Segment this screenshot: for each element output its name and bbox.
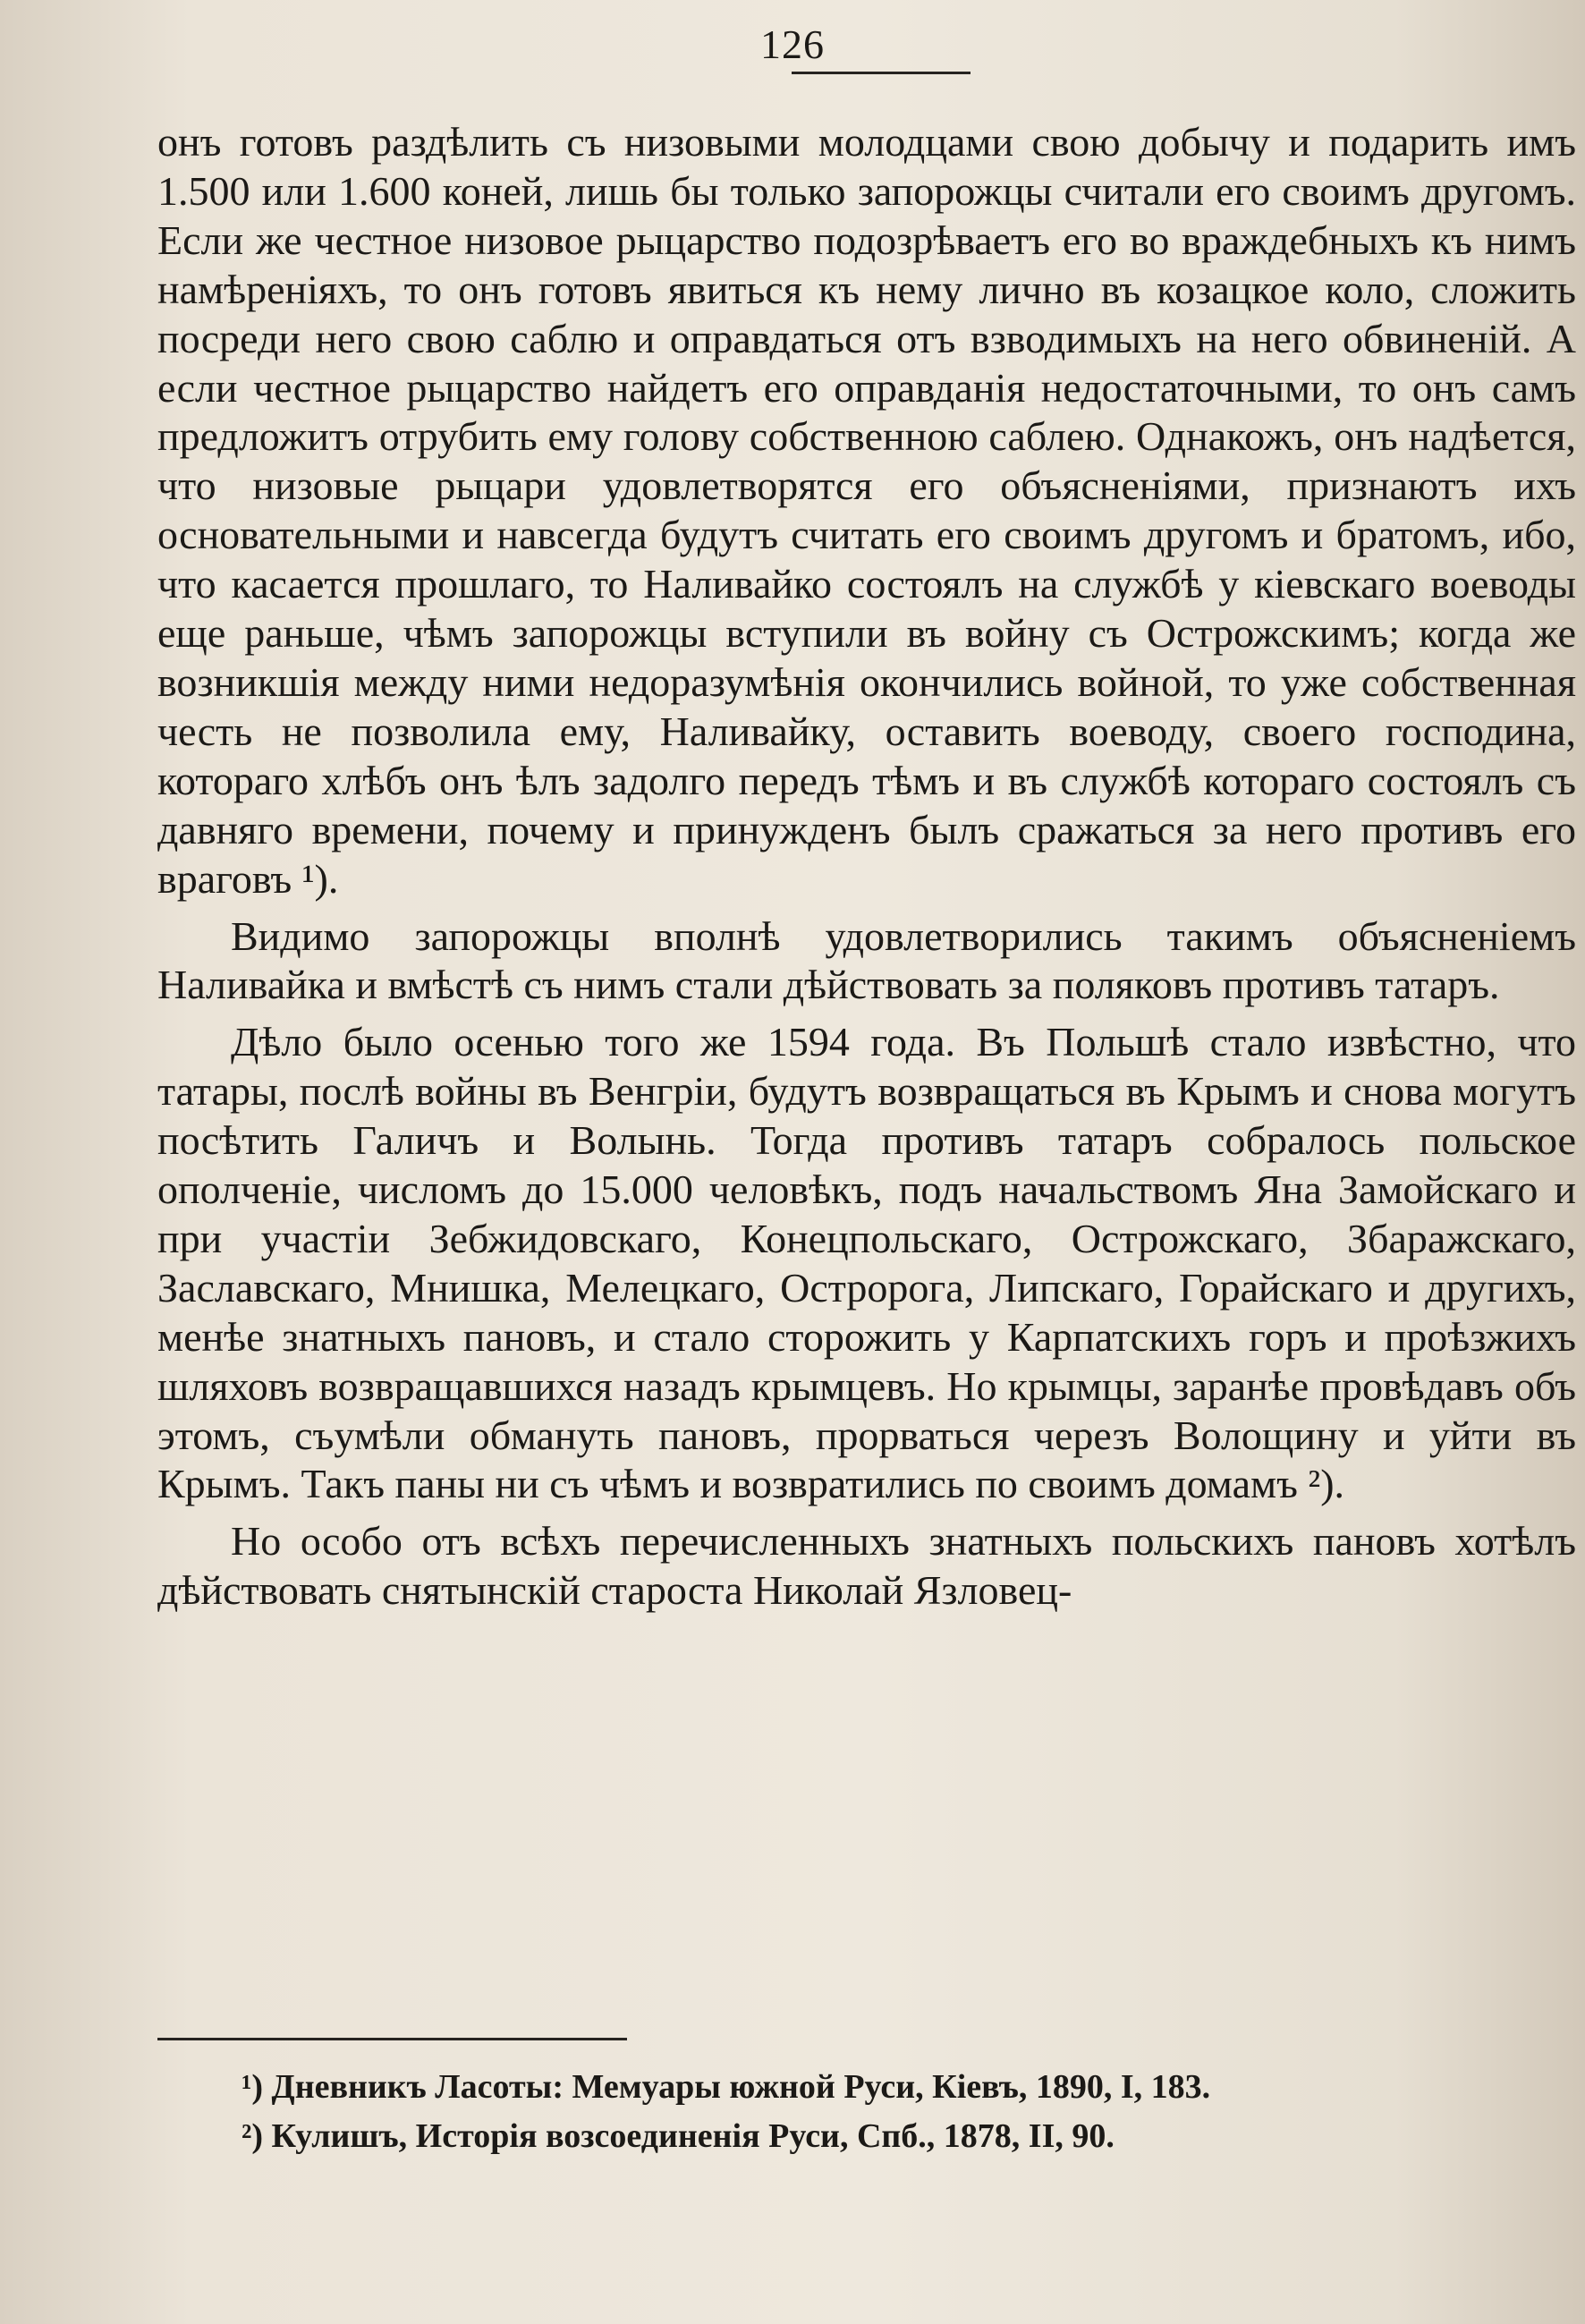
paragraph-1: онъ готовъ раздѣлить съ низовыми молодцами свою добычу и подарить имъ 1.500 или 1.600 коней, лишь бы только запорожцы считали его своимъ другомъ. Если же честное низовое рыцарство подозрѣваетъ его во враждебныхъ къ нимъ намѣреніяхъ, то онъ готовъ явиться къ нему лично въ козацкое коло, сложить посреди него свою саблю и оправдаться отъ взводимыхъ на него обвиненій. А если честное рыцарство найдетъ его оправданія недостаточными, то онъ самъ предложитъ отрубить ему голову собственною саблею. Однакожъ, онъ надѣется, что низовые рыцари удовлетворятся его объясненіями, признаютъ ихъ основательными и навсегда будутъ считать его своимъ другомъ и братомъ, ибо, что касается прошлаго, то Наливайко состоялъ на службѣ у кіевскаго воеводы еще раньше, чѣмъ запорожцы вступили въ войну съ Острожскимъ; когда же возникшія между ними недоразумѣнія окончились войной, то уже собственная честь не позволила ему, Наливайку, оставить воеводу, своего господина, котораго хлѣбъ онъ ѣлъ задолго передъ тѣмъ и въ службѣ котораго состоялъ съ давняго времени, почему и принужденъ былъ сражаться за него противъ его враговъ ¹). (157, 119, 1576, 902)
paragraph-4: Но особо отъ всѣхъ перечисленныхъ знатныхъ польскихъ пановъ хотѣлъ дѣйствовать снятынскій староста Николай Язловец- (157, 1518, 1576, 1614)
footnote-2: ²) Кулишъ, Исторія возсоединенія Руси, Спб., 1878, II, 90. (242, 2117, 1115, 2155)
paragraph-2: Видимо запорожцы вполнѣ удовлетворились такимъ объясненіемъ Наливайка и вмѣстѣ съ нимъ стали дѣйствовать за поляковъ противъ татаръ. (157, 912, 1576, 1008)
footnotes (242, 2063, 1512, 2161)
body-text (157, 118, 1576, 1616)
footnote-separator (157, 2038, 627, 2040)
page-number: 126 (760, 21, 825, 67)
page-number-rule (792, 72, 970, 74)
footnote-1: ¹) Дневникъ Ласоты: Мемуары южной Руси, Кіевъ, 1890, I, 183. (242, 2068, 1211, 2106)
paragraph-3: Дѣло было осенью того же 1594 года. Въ Польшѣ стало извѣстно, что татары, послѣ войны въ Венгріи, будутъ возвращаться въ Крымъ и снова могутъ посѣтить Галичъ и Волынь. Тогда противъ татаръ собралось польское ополченіе, числомъ до 15.000 человѣкъ, подъ начальствомъ Яна Замойскаго и при участіи Зебжидовскаго, Конецпольскаго, Острожскаго, Збаражскаго, Заславскаго, Мнишка, Мелецкаго, Остророга, Липскаго, Горайскаго и другихъ, менѣе знатныхъ пановъ, и стало сторожить у Карпатскихъ горъ и проѣзжихъ шляховъ возвращавшихся назадъ крымцевъ. Но крымцы, заранѣе провѣдавъ объ этомъ, съумѣли обмануть пановъ, прорваться черезъ Волощину и уйти въ Крымъ. Такъ паны ни съ чѣмъ и возвратились по своимъ домамъ ²). (157, 1019, 1576, 1507)
